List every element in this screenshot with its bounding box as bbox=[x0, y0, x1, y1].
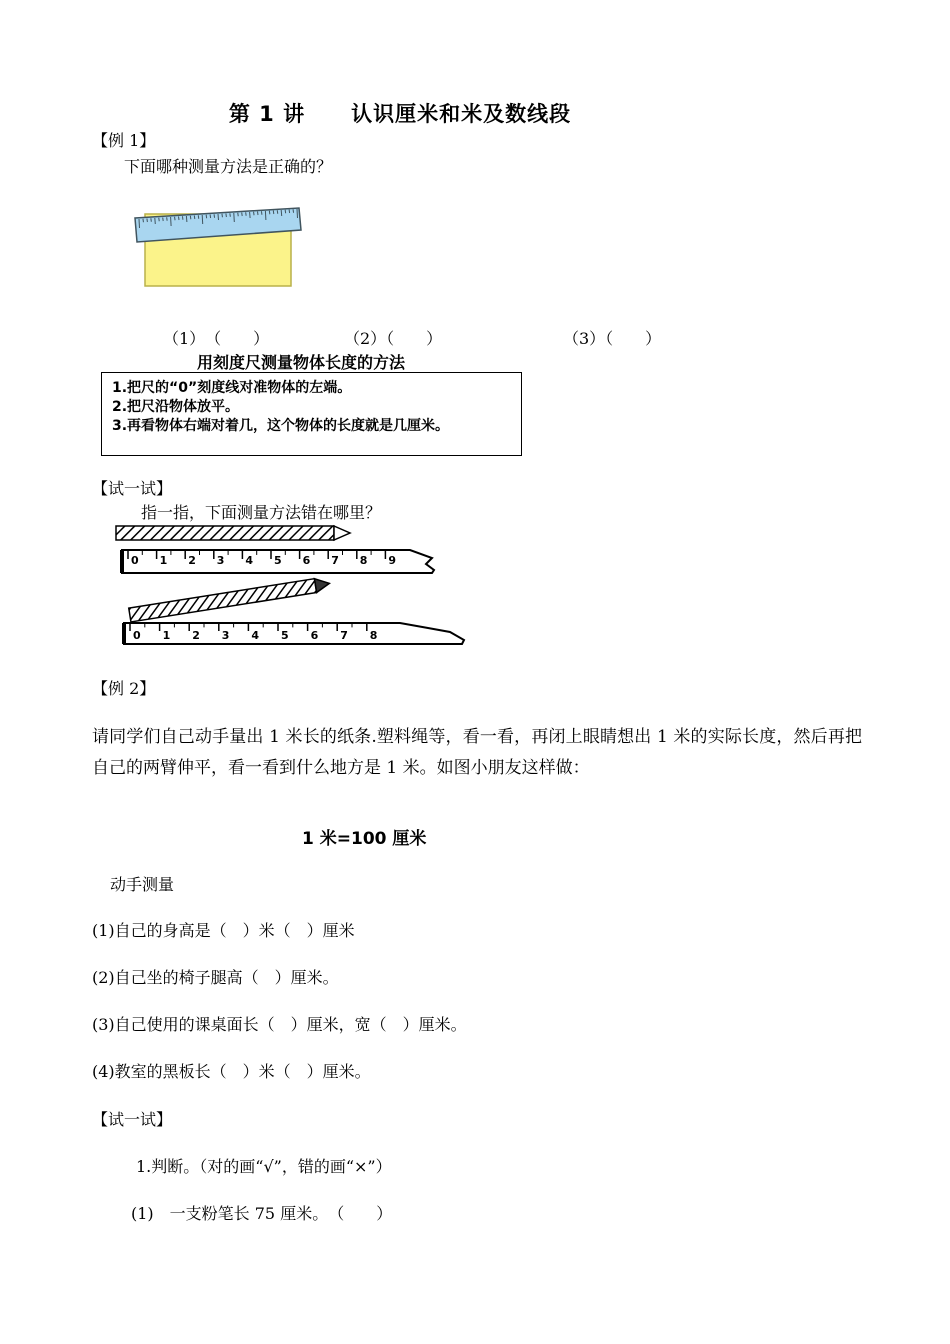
ruler-1-label: 7 bbox=[331, 554, 339, 567]
blue-ruler-tick bbox=[206, 215, 207, 219]
measure-item-4: (4)教室的黑板长（ ）米（ ）厘米。 bbox=[92, 1062, 371, 1081]
ruler-1-label: 5 bbox=[274, 554, 282, 567]
blue-ruler-tick bbox=[155, 218, 156, 224]
formula: 1 米=100 厘米 bbox=[302, 829, 427, 849]
blue-ruler-tick bbox=[167, 217, 168, 221]
ruler-1-label: 2 bbox=[188, 554, 196, 567]
ruler-1-label: 8 bbox=[359, 554, 368, 567]
blue-ruler-tick bbox=[285, 210, 286, 214]
blue-ruler-tick bbox=[151, 218, 152, 222]
blue-ruler-tick bbox=[246, 212, 247, 216]
blue-ruler-tick bbox=[277, 210, 278, 214]
blue-ruler-tick bbox=[297, 209, 298, 218]
blue-ruler-tick bbox=[143, 219, 144, 223]
method-box bbox=[101, 372, 522, 456]
blue-ruler-tick bbox=[242, 213, 243, 217]
try2-header: 【试一试】 bbox=[92, 1110, 173, 1129]
blue-ruler-tick bbox=[214, 214, 215, 218]
blue-ruler-tick bbox=[186, 216, 187, 222]
blue-ruler-tick bbox=[171, 217, 172, 226]
ruler-1-label: 4 bbox=[245, 554, 254, 567]
try1-question: 指一指，下面测量方法错在哪里？ bbox=[141, 503, 382, 522]
blue-ruler-tick bbox=[198, 215, 199, 219]
pencil-ruler-figures bbox=[110, 520, 470, 655]
ruler-2-label: 7 bbox=[340, 629, 348, 642]
ruler-1-label: 9 bbox=[388, 554, 397, 567]
blue-ruler-tick bbox=[218, 214, 219, 220]
blue-ruler-tick bbox=[254, 212, 255, 216]
blue-ruler-tick bbox=[182, 216, 183, 220]
blue-ruler-tick bbox=[238, 213, 239, 217]
blue-ruler-tick bbox=[194, 216, 195, 220]
example2-header: 【例 2】 bbox=[92, 679, 156, 698]
judge-item-1: (1) 一支粉笔长 75 厘米。 （ ） bbox=[131, 1204, 393, 1223]
blue-ruler-tick bbox=[210, 215, 211, 219]
ruler-2 bbox=[124, 623, 464, 644]
method-step-1: 1.把尺的“0”刻度线对准物体的左端。 bbox=[112, 380, 352, 396]
blue-ruler-tick bbox=[222, 214, 223, 218]
example1-question: 下面哪种测量方法是正确的？ bbox=[124, 157, 333, 176]
pencil-2 bbox=[129, 576, 331, 621]
blue-ruler-tick bbox=[289, 210, 290, 214]
ruler-2-label: 4 bbox=[251, 629, 260, 642]
judge-instruction: 1.判断。（对的画“√”，错的画“×”） bbox=[136, 1157, 392, 1176]
blue-ruler-tick bbox=[281, 210, 282, 216]
pencil-1 bbox=[116, 526, 350, 540]
example2-text: 请同学们自己动手量出 1 米长的纸条.塑料绳等，看一看，再闭上眼睛想出 1 米的实际长度，然后再把自己的两臂伸平，看一看到什么地方是 1 米。如图小朋友这样做： bbox=[92, 727, 862, 778]
blue-ruler-tick bbox=[147, 219, 148, 223]
ruler-on-paper-figure bbox=[133, 204, 303, 288]
ruler-2-label: 5 bbox=[281, 629, 289, 642]
ruler-1-label: 1 bbox=[159, 554, 168, 567]
blue-ruler-tick bbox=[273, 211, 274, 215]
blue-ruler-tick bbox=[250, 212, 251, 218]
ruler-1-label: 6 bbox=[302, 554, 311, 567]
choice-3: （3）（ ） bbox=[563, 329, 662, 348]
method-step-2: 2.把尺沿物体放平。 bbox=[112, 399, 240, 415]
ruler-2-label: 0 bbox=[133, 629, 141, 642]
method-step-3: 3.再看物体右端对着几，这个物体的长度就是几厘米。 bbox=[112, 418, 450, 434]
blue-ruler-tick bbox=[202, 215, 203, 224]
ruler-2-label: 2 bbox=[192, 629, 200, 642]
blue-ruler-tick bbox=[234, 213, 235, 222]
ruler-1-label: 3 bbox=[216, 554, 225, 567]
try1-header: 【试一试】 bbox=[92, 479, 173, 498]
blue-ruler-tick bbox=[261, 211, 262, 215]
ruler-2-label: 1 bbox=[162, 629, 171, 642]
measure-item-2: (2)自己坐的椅子腿高（ ）厘米。 bbox=[92, 968, 339, 987]
ruler-2-label: 8 bbox=[369, 629, 378, 642]
blue-ruler-tick bbox=[293, 209, 294, 213]
blue-ruler-tick bbox=[159, 218, 160, 222]
ruler-2-label: 6 bbox=[310, 629, 319, 642]
method-title: 用刻度尺测量物体长度的方法 bbox=[197, 353, 406, 372]
blue-ruler-tick bbox=[226, 214, 227, 218]
choice-2: （2）（ ） bbox=[344, 329, 443, 348]
blue-ruler-tick bbox=[139, 219, 140, 228]
ruler-1 bbox=[122, 550, 434, 573]
measure-item-3: (3)自己使用的课桌面长（ ）厘米，宽（ ）厘米。 bbox=[92, 1015, 467, 1034]
choice-1: （1） （ ） bbox=[163, 329, 270, 348]
blue-ruler-tick bbox=[258, 212, 259, 216]
measure-title: 动手测量 bbox=[110, 875, 175, 894]
ruler-1-label: 0 bbox=[131, 554, 139, 567]
blue-ruler-tick bbox=[230, 213, 231, 217]
blue-ruler-tick bbox=[175, 217, 176, 221]
blue-ruler-tick bbox=[190, 216, 191, 220]
page-title: 第 1 讲 认识厘米和米及数线段 bbox=[228, 102, 572, 126]
measure-item-1: (1)自己的身高是（ ）米（ ）厘米 bbox=[92, 921, 355, 940]
blue-ruler-tick bbox=[163, 218, 164, 222]
blue-ruler-tick bbox=[269, 211, 270, 215]
example1-header: 【例 1】 bbox=[92, 131, 156, 150]
blue-ruler-tick bbox=[265, 211, 266, 220]
ruler-2-label: 3 bbox=[221, 629, 230, 642]
blue-ruler-tick bbox=[179, 217, 180, 221]
